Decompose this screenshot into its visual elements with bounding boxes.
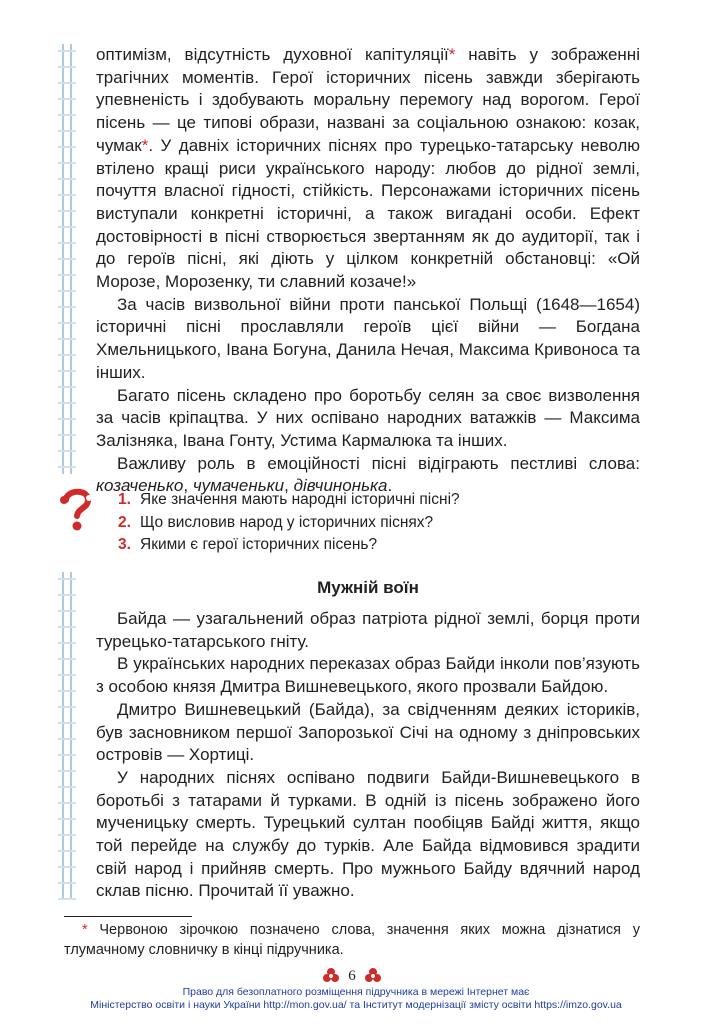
license-line-1: Право для безоплатного розміщення підручника в мережі Інтернет має xyxy=(182,986,530,998)
flower-ornament-icon xyxy=(322,967,340,985)
footnote-star: * xyxy=(448,45,456,64)
footnote-star: * xyxy=(141,135,149,155)
intro-text xyxy=(96,44,640,498)
license-line-2: Міністерство освіти і науки України http://mon.gov.ua/ та Інститут модернізації змісту освіти https://imzo.gov.ua xyxy=(90,999,622,1011)
intro-paragraph-3: Багато пісень складено про боротьбу селян за своє визволення за часів кріпацтва. У них оспівано народних ватажків — Максима Залізняка, Івана Гонту, Устима Кармалюка та інших. xyxy=(96,385,640,450)
page-number-area xyxy=(310,964,394,988)
section-paragraph-1: Байда — узагальнений образ патріота рідної землі, борця проти турецько-татарського гніту. xyxy=(96,609,640,651)
intro-paragraph-1: оптимізм, відсутність духовної капітуляції* навіть у зображенні трагічних моментів. Герої історичних пісень завжди зберігають упевненість і здобувають моральну перемогу над ворогом. Герої пісень — це типові образи, названі за соціальною ознакою: козак, чумак*. У давніх історичних піснях про турецько-татарську неволю втілено кращі риси українського народу: любов до рідної землі, почуття власної гідності, стійкість. Персонажами історичних пісень виступали конкретні історичні, а також вигадані особи. Ефект достовірності в пісні створюється звертанням як до аудиторії, так і до героїв пісні, які діють у цілком конкретній обстановці: «Ой Морозе, Морозенку, ти славний козаче!» xyxy=(96,45,640,292)
section-text xyxy=(96,608,640,903)
left-ornament-border xyxy=(58,44,76,474)
license-note xyxy=(76,986,636,1012)
questions-list xyxy=(118,489,638,557)
intro-paragraph-2: За часів визвольної війни проти панської Польщі (1648—1654) історичні пісні прославляли героїв цієї війни — Богдана Хмельницького, Івана Богуна, Данила Нечая, Максима Кривоноса та інших. xyxy=(96,294,640,382)
page-number: 6 xyxy=(348,967,356,984)
footnote: * Червоною зірочкою позначено слова, значення яких можна дізнатися у тлумачному словничку в кінці підручника. xyxy=(64,922,640,958)
section-paragraph-2: В українських народних переказах образ Байди інколи пов’язують з особою князя Дмитра Вишневецького, якого прозвали Байдою. xyxy=(96,654,640,697)
intro-paragraph-4: Важливу роль в емоційності пісні відіграють пестливі слова: козаченько, чумаченьки, дівчинонька. xyxy=(96,453,640,496)
question-item: 3. Якими є герої історичних пісень? xyxy=(118,536,378,553)
section-paragraph-3: Дмитро Вишневецький (Байда), за свідченням деяких істориків, був засновником першої Запорозької Січі на одному з дніпровських островів — Хортиці. xyxy=(96,699,640,765)
flower-ornament-icon xyxy=(364,967,382,985)
footnote-divider xyxy=(64,916,192,917)
left-ornament-border xyxy=(58,572,76,900)
question-item: 2. Що висловив народ у історичних піснях? xyxy=(118,513,434,531)
section-paragraph-4: У народних піснях оспівано подвиги Байди-Вишневецького в боротьбі з татарами й турками. В одній із пісень зображено його мученицьку смерть. Турецький султан пообіцяв Байді життя, якщо той перейде на службу до турків. Але Байда відмовився зрадити свій народ і прийняв смерть. Про мужнього Байду вдячний народ склав пісню. Прочитай її уважно. xyxy=(96,767,640,901)
question-mark-icon xyxy=(58,486,96,532)
section-title: Мужній воїн xyxy=(317,578,419,597)
question-item: 1. Яке значення мають народні історичні пісні? xyxy=(118,491,460,508)
